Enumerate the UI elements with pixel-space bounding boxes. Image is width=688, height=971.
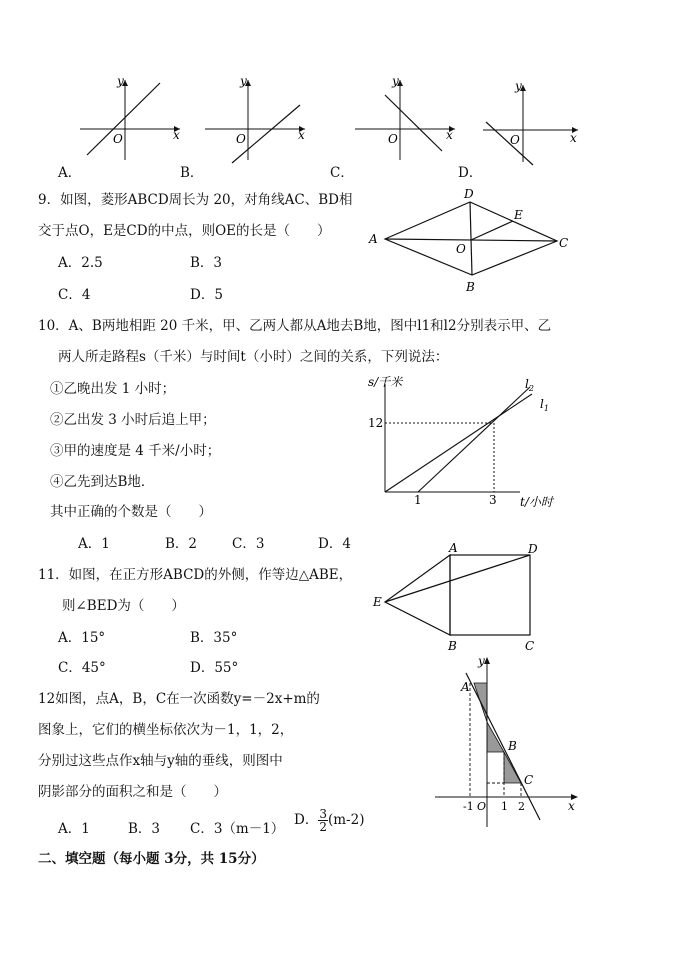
q12-label-c: C <box>524 773 534 787</box>
section2-heading: 二、填空题（每小题 3分，共 15分） <box>38 851 265 867</box>
q9-label-a: A <box>369 232 378 246</box>
q9-label-b: B <box>466 280 475 294</box>
q8a-y: y <box>117 74 124 88</box>
q10-ytick-12: 12 <box>368 416 384 430</box>
q8b-x: x <box>298 128 305 142</box>
q10-line1: 10．A、B两地相距 20 千米，甲、乙两人都从A地去B地，图中l1和l2分别表示甲、乙 <box>38 318 552 334</box>
q10-statement-4: ④乙先到达B地． <box>50 474 155 490</box>
q9-option-c: C．4 <box>58 287 91 303</box>
q11-option-b: B．35° <box>190 630 238 646</box>
q11-label-b: B <box>448 639 457 653</box>
q10-option-c: C．3 <box>232 536 265 552</box>
q12-tick-neg1: -1 <box>463 800 474 813</box>
q8-option-c: C． <box>330 165 354 181</box>
q8-graph-c <box>350 75 460 165</box>
q9-line2: 交于点O，E是CD的中点，则OE的长是（ ） <box>38 223 331 239</box>
q10-statement-1: ①乙晚出发 1 小时； <box>50 381 176 397</box>
q12-option-c: C．3（m－1） <box>190 821 285 837</box>
q8-option-d: D． <box>458 165 483 181</box>
q8b-o: O <box>236 132 246 146</box>
q11-label-c: C <box>525 639 535 653</box>
q8a-o: O <box>113 132 123 146</box>
q8a-x: x <box>173 128 180 142</box>
q10-xtick-3: 3 <box>489 493 497 507</box>
q12-option-a: A．1 <box>58 821 90 837</box>
q12-line4: 阴影部分的面积之和是（ ） <box>38 784 227 800</box>
q12-line3: 分别过这些点作x轴与y轴的垂线，则图中 <box>38 753 283 769</box>
q10-line2: 两人所走路程s（千米）与时间t（小时）之间的关系，下列说法： <box>58 349 449 365</box>
q12-label-y: y <box>478 654 485 668</box>
q12-frac-den: 2 <box>319 820 327 834</box>
q10-xtick-1: 1 <box>414 493 422 507</box>
q8c-x: x <box>446 128 453 142</box>
q10-option-d: D．4 <box>318 536 351 552</box>
q9-line1: 9．如图，菱形ABCD周长为 20，对角线AC、BD相 <box>38 192 353 208</box>
q11-line1: 11．如图，在正方形ABCD的外侧，作等边△ABE， <box>38 567 353 583</box>
q8c-o: O <box>388 132 398 146</box>
q8d-x: x <box>570 131 577 145</box>
q12-tick-1: 1 <box>501 800 508 813</box>
q12-tick-2: 2 <box>518 800 525 813</box>
q12-option-d-prefix: D． <box>294 812 319 828</box>
q12-line1: 12如图，点A，B，C在一次函数y=－2x+m的 <box>38 691 320 707</box>
q9-rhombus-figure <box>365 185 580 295</box>
q8-graph-b <box>200 75 310 165</box>
q11-option-a: A．15° <box>58 630 106 646</box>
q10-question: 其中正确的个数是（ ） <box>50 504 212 520</box>
q9-option-d: D．5 <box>190 287 223 303</box>
q12-label-o: O <box>477 800 487 813</box>
q10-distance-time-graph <box>360 372 570 512</box>
q10-label-l2: $l_2$ <box>525 377 534 393</box>
q12-label-x: x <box>568 799 575 813</box>
q9-label-e: E <box>514 208 523 222</box>
q11-label-d: D <box>528 542 538 556</box>
q12-label-b: B <box>508 739 517 753</box>
q12-frac-num: 3 <box>319 807 327 821</box>
q11-label-e: E <box>373 595 382 609</box>
q10-xlabel: t/小时 <box>520 495 553 509</box>
q12-line2: 图象上，它们的横坐标依次为－1，1，2， <box>38 722 294 738</box>
q12-option-b: B．3 <box>128 821 161 837</box>
q8d-y: y <box>515 79 522 93</box>
q8c-y: y <box>392 74 399 88</box>
q11-square-figure <box>370 540 550 655</box>
q10-statement-3: ③甲的速度是 4 千米/小时； <box>50 443 221 459</box>
q9-label-o: O <box>456 242 466 256</box>
q8-graph-d <box>478 80 588 165</box>
q8b-y: y <box>240 74 247 88</box>
q8-option-b: B． <box>180 165 204 181</box>
q10-statement-2: ②乙出发 3 小时后追上甲； <box>50 412 216 428</box>
q9-option-a: A．2.5 <box>58 255 103 271</box>
q11-label-a: A <box>449 541 458 555</box>
q9-option-b: B．3 <box>190 255 223 271</box>
q10-option-b: B．2 <box>165 536 198 552</box>
q12-frac-tail: (m-2) <box>327 812 365 828</box>
q12-linear-function-graph <box>430 655 590 835</box>
q10-ylabel: s/千米 <box>368 375 403 389</box>
q11-line2: 则∠BED为（ ） <box>62 598 185 614</box>
q9-label-c: C <box>559 236 569 250</box>
q11-option-d: D．55° <box>190 660 239 676</box>
q9-label-d: D <box>464 187 474 201</box>
q10-label-l1: $l_1$ <box>540 397 549 413</box>
q8-graph-a <box>75 75 185 165</box>
q12-option-d-fraction <box>318 808 328 833</box>
q8-option-a: A． <box>58 165 82 181</box>
q12-option-d <box>294 808 364 833</box>
q10-option-a: A．1 <box>78 536 110 552</box>
q8d-o: O <box>510 133 520 147</box>
q12-label-a: A <box>461 680 470 694</box>
q11-option-c: C．45° <box>58 660 106 676</box>
